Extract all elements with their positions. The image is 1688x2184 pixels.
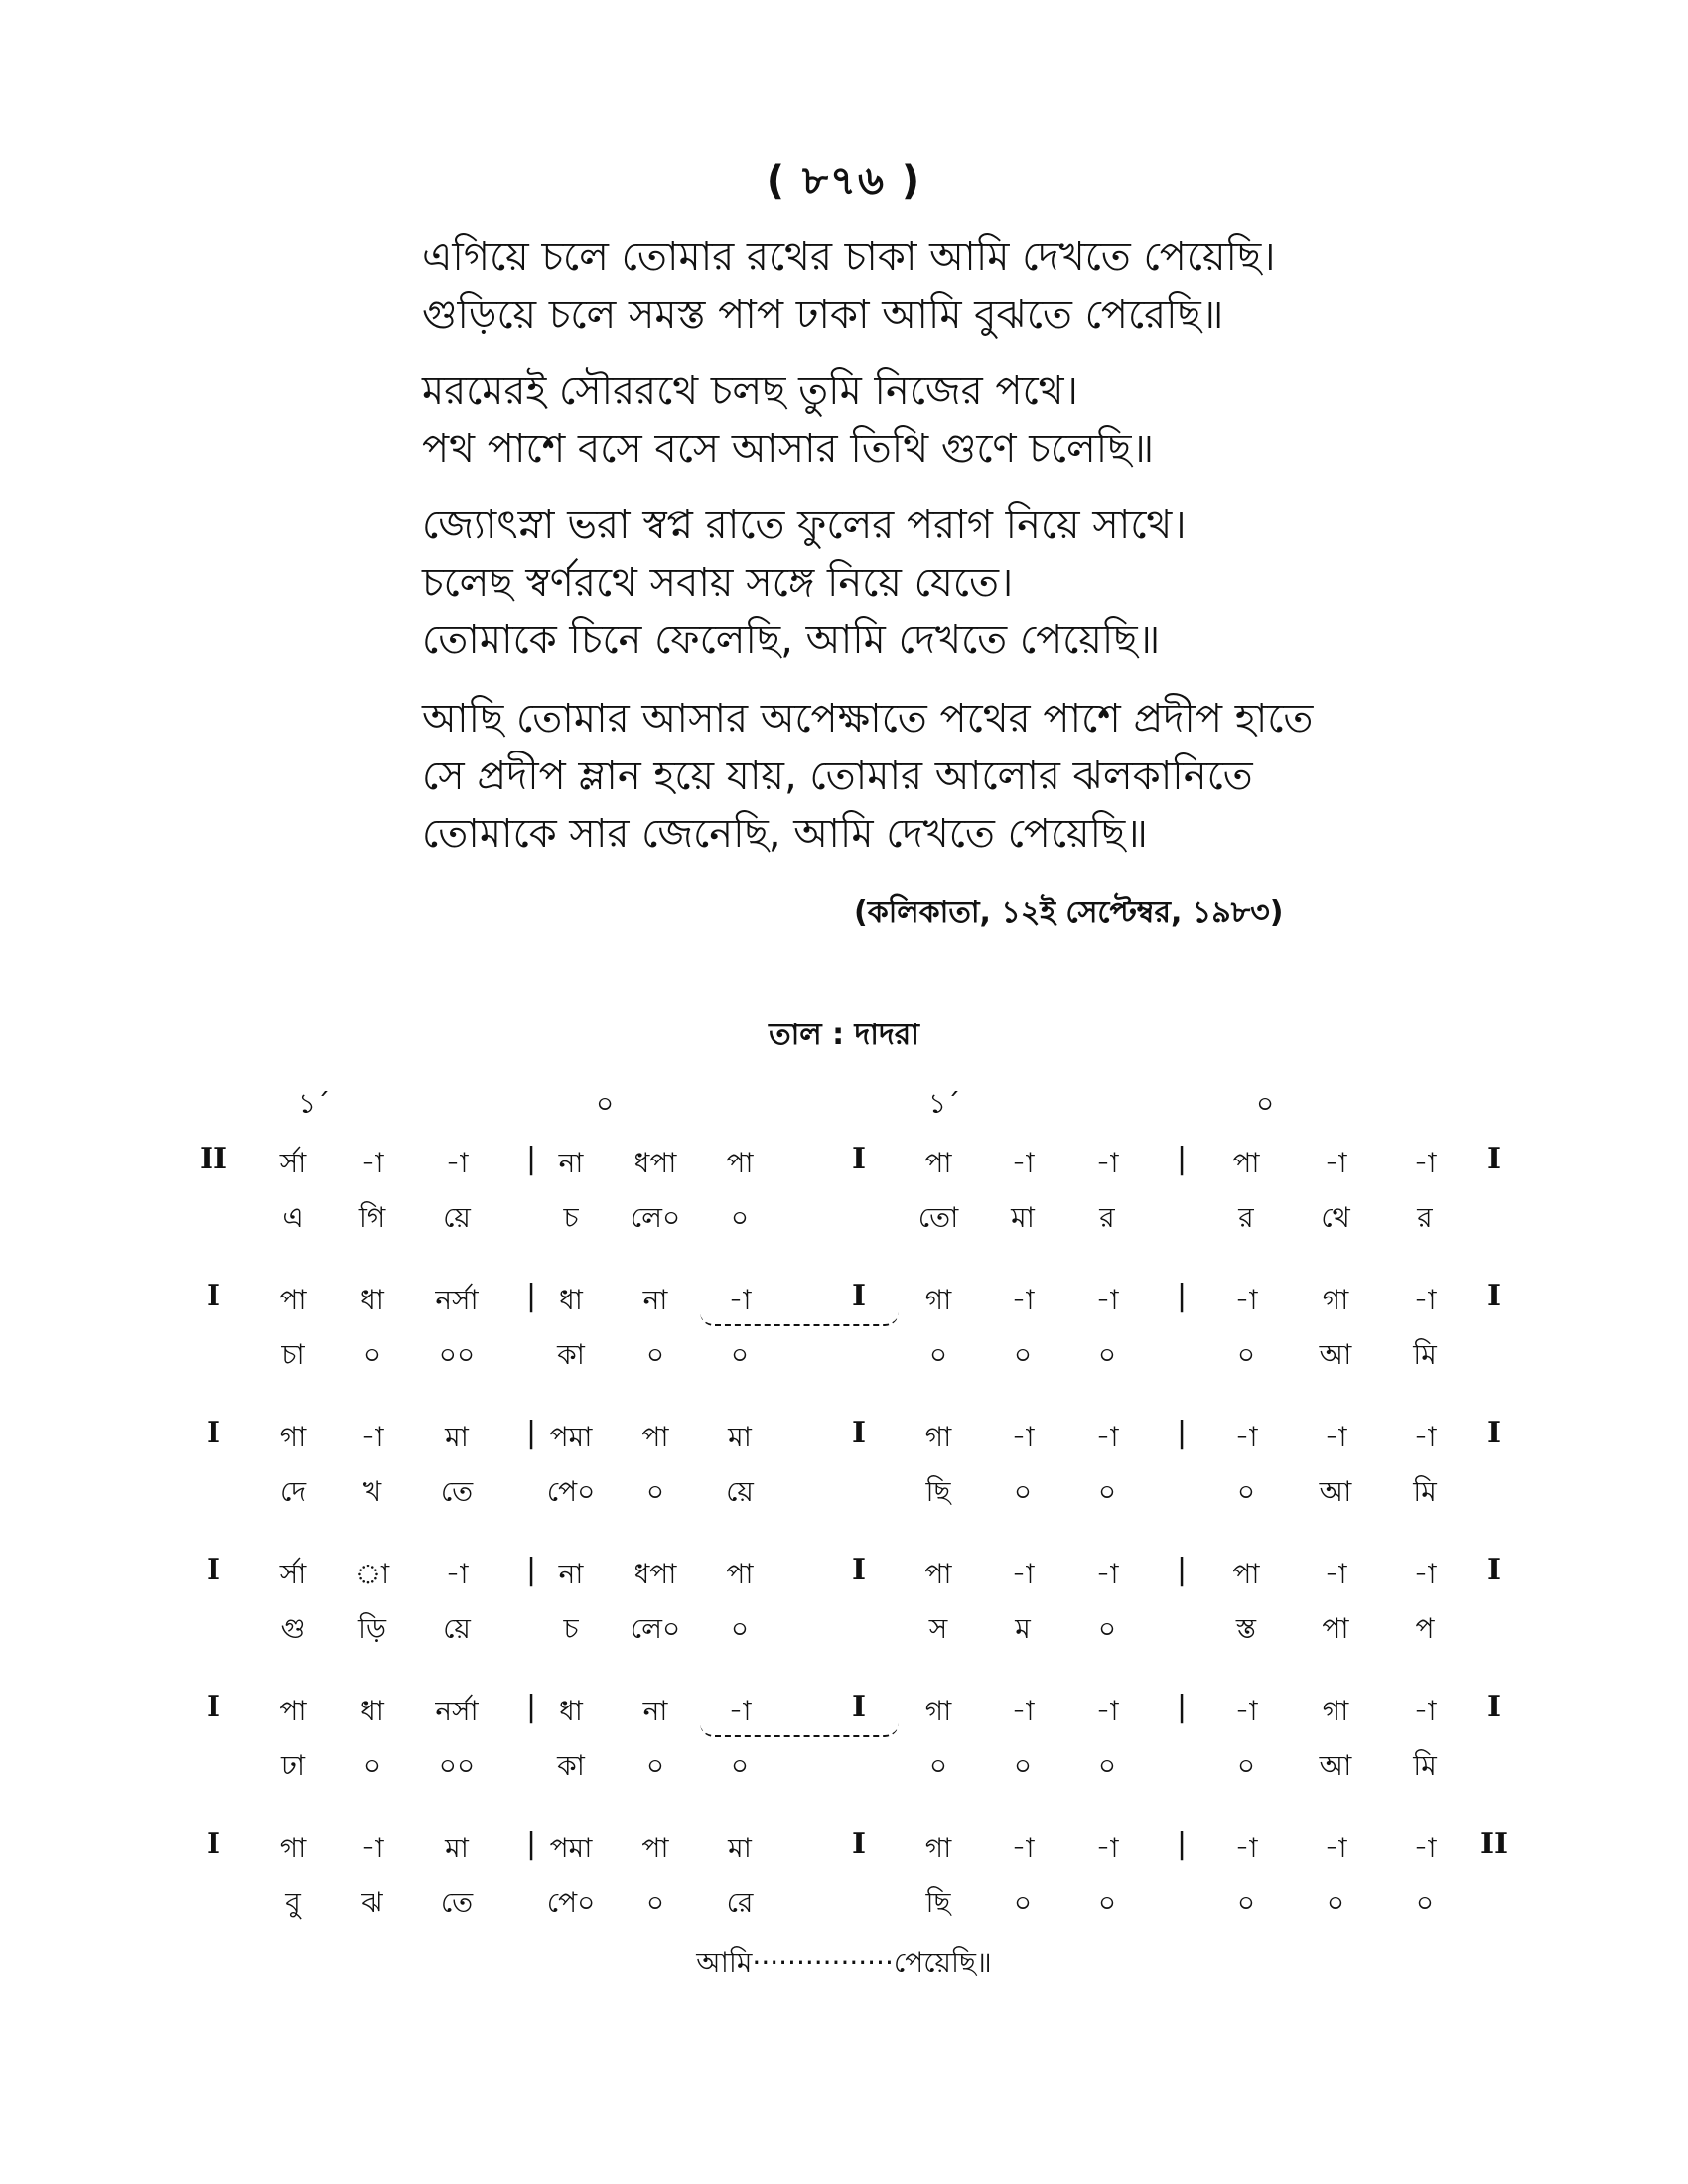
note-cell: ধপা [633, 1147, 677, 1179]
start-barline: I [206, 1690, 221, 1724]
inner-barline: | [525, 1553, 537, 1587]
inner-barline: | [525, 1142, 537, 1176]
lyric-syllable: স [928, 1612, 948, 1645]
inner-barline: | [525, 1279, 537, 1313]
end-barline: I [1486, 1142, 1502, 1176]
lyric-syllable: মা [1011, 1201, 1035, 1234]
note-cell: ধা [559, 1695, 583, 1727]
note-cell: -া [728, 1284, 752, 1316]
note-cell: -া [1324, 1558, 1347, 1590]
lyric-syllable: দে [279, 1475, 307, 1508]
meend-slur [700, 1721, 899, 1737]
lyric-syllable: মি [1413, 1749, 1437, 1782]
note-cell: -া [445, 1558, 469, 1590]
note-cell: গা [279, 1832, 307, 1864]
note-cell: নর্সা [435, 1695, 479, 1727]
note-cell: ধপা [633, 1558, 677, 1590]
inner-barline: | [1176, 1827, 1188, 1861]
note-cell: না [558, 1558, 584, 1590]
lyric-syllable: চা [281, 1338, 305, 1371]
lyric-syllable: তে [440, 1886, 474, 1919]
note-cell: না [558, 1147, 584, 1179]
inner-barline: I [851, 1690, 867, 1724]
lyric-syllable: ০ [730, 1749, 750, 1782]
verse-line: জ্যোৎস্না ভরা স্বপ্ন রাতে ফুলের পরাগ নিয়ে সাথে। [422, 502, 1187, 548]
note-cell: -া [1234, 1284, 1258, 1316]
lyric-syllable: ০ [1097, 1886, 1117, 1919]
lyric-syllable: চ [563, 1612, 579, 1645]
note-cell: -া [1413, 1558, 1437, 1590]
lyric-syllable: য়ে [443, 1612, 471, 1645]
lyric-syllable: ০ [1097, 1612, 1117, 1645]
verse-line: গুড়িয়ে চলে সমস্ত পাপ ঢাকা আমি বুঝতে পেরেছি॥ [422, 292, 1224, 338]
beat-marker: ০ [1256, 1087, 1275, 1120]
lyric-syllable: ০ [1097, 1749, 1117, 1782]
inner-barline: | [1176, 1690, 1188, 1724]
lyric-syllable: ০ [1013, 1886, 1033, 1919]
note-cell: -া [1095, 1284, 1119, 1316]
end-barline: II [1479, 1827, 1509, 1861]
verse-line: মরমেরই সৌররথে চলছ তুমি নিজের পথে। [422, 368, 1078, 414]
note-cell: -া [1011, 1147, 1035, 1179]
note-cell: -া [1011, 1421, 1035, 1453]
lyric-syllable: গি [358, 1201, 386, 1234]
note-cell: পমা [549, 1832, 593, 1864]
note-cell: -া [1095, 1147, 1119, 1179]
note-cell: -া [1413, 1695, 1437, 1727]
lyric-syllable: খ [362, 1475, 382, 1508]
lyric-syllable: আ [1319, 1338, 1352, 1371]
lyric-syllable: ম [1015, 1612, 1031, 1645]
note-cell: পা [279, 1284, 307, 1316]
lyric-syllable: ০ [928, 1749, 948, 1782]
inner-barline: | [1176, 1142, 1188, 1176]
note-cell: -া [1011, 1832, 1035, 1864]
note-cell: র্সা [279, 1147, 307, 1179]
note-cell: না [642, 1695, 668, 1727]
note-cell: পমা [549, 1421, 593, 1453]
end-barline: I [1486, 1279, 1502, 1313]
note-cell: পা [641, 1832, 669, 1864]
lyric-syllable: ০ [645, 1886, 665, 1919]
lyric-syllable: ০ [928, 1338, 948, 1371]
lyric-syllable: তো [917, 1201, 959, 1234]
verse-line: চলেছ স্বর্ণরথে সবায় সঙ্গে নিয়ে যেতে। [422, 560, 1014, 606]
note-cell: -া [1011, 1558, 1035, 1590]
note-cell: গা [924, 1832, 952, 1864]
note-cell: মা [728, 1421, 752, 1453]
inner-barline: I [851, 1142, 867, 1176]
lyric-syllable: ০ [1097, 1338, 1117, 1371]
note-cell: মা [728, 1832, 752, 1864]
lyric-syllable: পা [1322, 1612, 1349, 1645]
inner-barline: I [851, 1279, 867, 1313]
end-barline: I [1486, 1690, 1502, 1724]
lyric-syllable: আ [1319, 1749, 1352, 1782]
note-cell: নর্সা [435, 1284, 479, 1316]
end-barline: I [1486, 1416, 1502, 1450]
lyric-syllable: ০ [645, 1749, 665, 1782]
lyric-syllable: র [1238, 1201, 1254, 1234]
lyric-syllable: ঝ [361, 1886, 383, 1919]
note-cell: ধা [559, 1284, 583, 1316]
lyric-syllable: ০ [645, 1338, 665, 1371]
inner-barline: | [525, 1827, 537, 1861]
lyric-syllable: ০ [1236, 1338, 1256, 1371]
lyric-syllable: স্ত [1235, 1612, 1257, 1645]
lyric-syllable: ০ [1013, 1749, 1033, 1782]
lyric-syllable: ০ [1013, 1475, 1033, 1508]
start-barline: I [206, 1553, 221, 1587]
lyric-syllable: ০ [1013, 1338, 1033, 1371]
lyric-syllable: ০ [730, 1612, 750, 1645]
note-cell: -া [1095, 1558, 1119, 1590]
beat-marker: ০ [596, 1087, 615, 1120]
note-cell: ধা [360, 1284, 384, 1316]
lyric-syllable: ছি [925, 1475, 951, 1508]
lyric-syllable: চ [563, 1201, 579, 1234]
end-barline: I [1486, 1553, 1502, 1587]
note-cell: -া [360, 1832, 384, 1864]
start-barline: I [206, 1416, 221, 1450]
verse-line: এগিয়ে চলে তোমার রথের চাকা আমি দেখতে পেয়েছি। [422, 234, 1276, 280]
note-cell: গা [924, 1695, 952, 1727]
lyric-syllable: ০০ [438, 1749, 476, 1782]
beat-marker: ১´ [928, 1087, 961, 1120]
note-cell: -া [1413, 1421, 1437, 1453]
inner-barline: | [525, 1416, 537, 1450]
inner-barline: I [851, 1827, 867, 1861]
note-cell: গা [1322, 1695, 1349, 1727]
lyric-syllable: এ [282, 1201, 304, 1234]
lyric-syllable: ০ [645, 1475, 665, 1508]
note-cell: ধা [360, 1695, 384, 1727]
lyric-syllable: গু [280, 1612, 306, 1645]
note-cell: -া [360, 1421, 384, 1453]
lyric-syllable: ০ [1326, 1886, 1345, 1919]
verse-line: তোমাকে চিনে ফেলেছি, আমি দেখতে পেয়েছি॥ [422, 617, 1161, 663]
note-cell: া [354, 1558, 390, 1590]
lyric-syllable: মি [1413, 1475, 1437, 1508]
verse-line: পথ পাশে বসে বসে আসার তিথি গুণে চলেছি॥ [422, 426, 1155, 472]
note-cell: না [642, 1284, 668, 1316]
note-cell: গা [924, 1284, 952, 1316]
note-cell: পা [1232, 1558, 1260, 1590]
note-cell: -া [1324, 1147, 1347, 1179]
lyric-syllable: থে [1321, 1201, 1350, 1234]
lyric-syllable: লে০ [630, 1612, 681, 1645]
note-cell: পা [726, 1147, 754, 1179]
lyric-syllable: ০ [1236, 1475, 1256, 1508]
note-cell: গা [1322, 1284, 1349, 1316]
lyric-syllable: ০০ [438, 1338, 476, 1371]
inner-barline: | [525, 1690, 537, 1724]
lyric-syllable: প [1415, 1612, 1435, 1645]
lyric-syllable: র [1417, 1201, 1433, 1234]
note-cell: পা [279, 1695, 307, 1727]
note-cell: -া [1234, 1832, 1258, 1864]
note-cell: পা [924, 1558, 952, 1590]
lyric-syllable: ০ [362, 1338, 382, 1371]
note-cell: -া [1095, 1421, 1119, 1453]
lyric-syllable: কা [557, 1338, 585, 1371]
verse-line: আছি তোমার আসার অপেক্ষাতে পথের পাশে প্রদীপ হাতে [422, 696, 1314, 742]
lyric-syllable: ০ [362, 1749, 382, 1782]
verse-line: সে প্রদীপ ম্লান হয়ে যায়, তোমার আলোর ঝলকানিতে [422, 753, 1253, 799]
dateline: (কলিকাতা, ১২ই সেপ্টেম্বর, ১৯৮৩) [854, 895, 1284, 930]
lyric-syllable: আ [1319, 1475, 1352, 1508]
note-cell: -া [1234, 1421, 1258, 1453]
lyric-syllable: ড়ি [358, 1612, 386, 1645]
inner-barline: I [851, 1416, 867, 1450]
start-barline: I [206, 1827, 221, 1861]
note-cell: মা [445, 1832, 469, 1864]
meend-slur [700, 1310, 899, 1326]
verse-line: তোমাকে সার জেনেছি, আমি দেখতে পেয়েছি॥ [422, 811, 1148, 857]
note-cell: -া [1413, 1284, 1437, 1316]
lyric-syllable: পে০ [546, 1475, 596, 1508]
inner-barline: | [1176, 1279, 1188, 1313]
note-cell: -া [445, 1147, 469, 1179]
note-cell: -া [1413, 1147, 1437, 1179]
beat-marker: ১´ [298, 1087, 331, 1120]
note-cell: মা [445, 1421, 469, 1453]
note-cell: -া [1095, 1695, 1119, 1727]
note-cell: -া [1234, 1695, 1258, 1727]
lyric-syllable: ছি [925, 1886, 951, 1919]
lyric-syllable: ০ [1097, 1475, 1117, 1508]
lyric-syllable: য়ে [443, 1201, 471, 1234]
note-cell: গা [924, 1421, 952, 1453]
tala-label: তাল : দাদরা [769, 1018, 919, 1052]
inner-barline: | [1176, 1553, 1188, 1587]
note-cell: র্সা [279, 1558, 307, 1590]
lyric-syllable: বু [285, 1886, 301, 1919]
lyric-syllable: রে [726, 1886, 754, 1919]
note-cell: -া [1011, 1695, 1035, 1727]
note-cell: -া [1324, 1832, 1347, 1864]
lyric-syllable: মি [1413, 1338, 1437, 1371]
footer-line: আমি················পেয়েছি॥ [696, 1946, 992, 1979]
start-barline: I [206, 1279, 221, 1313]
note-cell: -া [1324, 1421, 1347, 1453]
lyric-syllable: য়ে [726, 1475, 754, 1508]
note-cell: -া [728, 1695, 752, 1727]
note-cell: পা [641, 1421, 669, 1453]
note-cell: পা [726, 1558, 754, 1590]
note-cell: -া [1413, 1832, 1437, 1864]
note-cell: -া [360, 1147, 384, 1179]
page-number: ( ৮৭৬ ) [766, 158, 922, 204]
note-cell: পা [1232, 1147, 1260, 1179]
inner-barline: I [851, 1553, 867, 1587]
lyric-syllable: ০ [730, 1201, 750, 1234]
note-cell: -া [1095, 1832, 1119, 1864]
note-cell: গা [279, 1421, 307, 1453]
note-cell: পা [924, 1147, 952, 1179]
lyric-syllable: ০ [1236, 1886, 1256, 1919]
lyric-syllable: ০ [730, 1338, 750, 1371]
lyric-syllable: ০ [1415, 1886, 1435, 1919]
note-cell: -া [1011, 1284, 1035, 1316]
lyric-syllable: র [1099, 1201, 1115, 1234]
lyric-syllable: লে০ [630, 1201, 681, 1234]
lyric-syllable: ঢা [281, 1749, 305, 1782]
lyric-syllable: ০ [1236, 1749, 1256, 1782]
inner-barline: | [1176, 1416, 1188, 1450]
lyric-syllable: পে০ [546, 1886, 596, 1919]
lyric-syllable: তে [440, 1475, 474, 1508]
lyric-syllable: কা [557, 1749, 585, 1782]
start-barline: II [199, 1142, 228, 1176]
